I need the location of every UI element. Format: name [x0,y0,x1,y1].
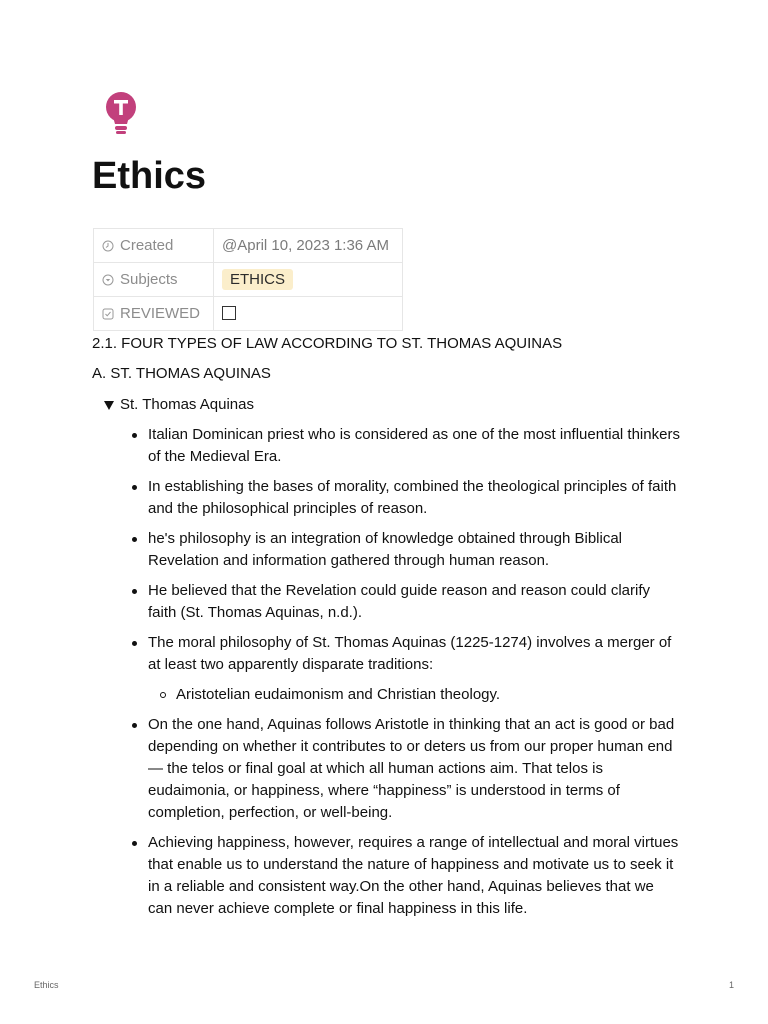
property-row-subjects [94,263,403,297]
select-icon [102,273,114,285]
created-value[interactable]: @April 10, 2023 1:36 AM [214,229,403,263]
section-heading: 2.1. FOUR TYPES OF LAW ACCORDING TO ST. THOMAS AQUINAS [92,335,563,352]
clock-icon [102,239,114,251]
property-row-created [94,229,403,263]
list-item: In establishing the bases of morality, combined the theological principles of faith and the philosophical principles of reason. [148,476,682,520]
page-number: 1 [728,980,734,990]
sub-list-item: Aristotelian eudaimonism and Christian theology. [176,684,682,706]
properties-table [93,228,403,331]
footer-title: Ethics [34,980,59,990]
sub-bullet-list [148,684,682,706]
subject-tag[interactable]: ETHICS [222,269,293,290]
page-content [92,333,682,920]
toggle-arrow-icon[interactable] [104,401,114,410]
list-item-text: The moral philosophy of St. Thomas Aquinas (1225-1274) involves a merger of at least two apparently disparate traditions: [148,634,672,673]
list-item: He believed that the Revelation could guide reason and reason could clarify faith (St. Thomas Aquinas, n.d.). [148,580,682,624]
list-item [148,632,682,706]
section-subheading: A. ST. THOMAS AQUINAS [92,365,271,382]
list-item: Achieving happiness, however, requires a range of intellectual and moral virtues that enable us to understand the nature of happiness and motivate us to seek it in a reliable and consistent way.On the other hand, Aquinas believes that we can never achieve complete or final happiness in this life. [148,832,682,920]
bullet-list [92,424,682,920]
property-key: Created [120,237,174,254]
checkbox-icon [102,307,114,319]
list-item: he's philosophy is an integration of knowledge obtained through Biblical Revelation and information gathered through human reason. [148,528,682,572]
reviewed-checkbox[interactable] [222,306,236,320]
page-title: Ethics [92,155,207,197]
list-item: Italian Dominican priest who is considered as one of the most influential thinkers of the Medieval Era. [148,424,682,468]
property-key: REVIEWED [120,305,201,322]
property-row-reviewed [94,297,403,331]
lightbulb-t-icon [104,91,138,137]
list-item: On the one hand, Aquinas follows Aristotle in thinking that an act is good or bad depending on whether it contributes to or deters us from our proper human end— the telos or final goal at which all human actions aim. That telos is eudaimonia, or happiness, where “happiness” is understood in terms of completion, perfection, or well-being. [148,714,682,824]
property-key: Subjects [120,271,178,288]
toggle-label: St. Thomas Aquinas [120,396,254,413]
toggle-block[interactable] [92,394,682,416]
